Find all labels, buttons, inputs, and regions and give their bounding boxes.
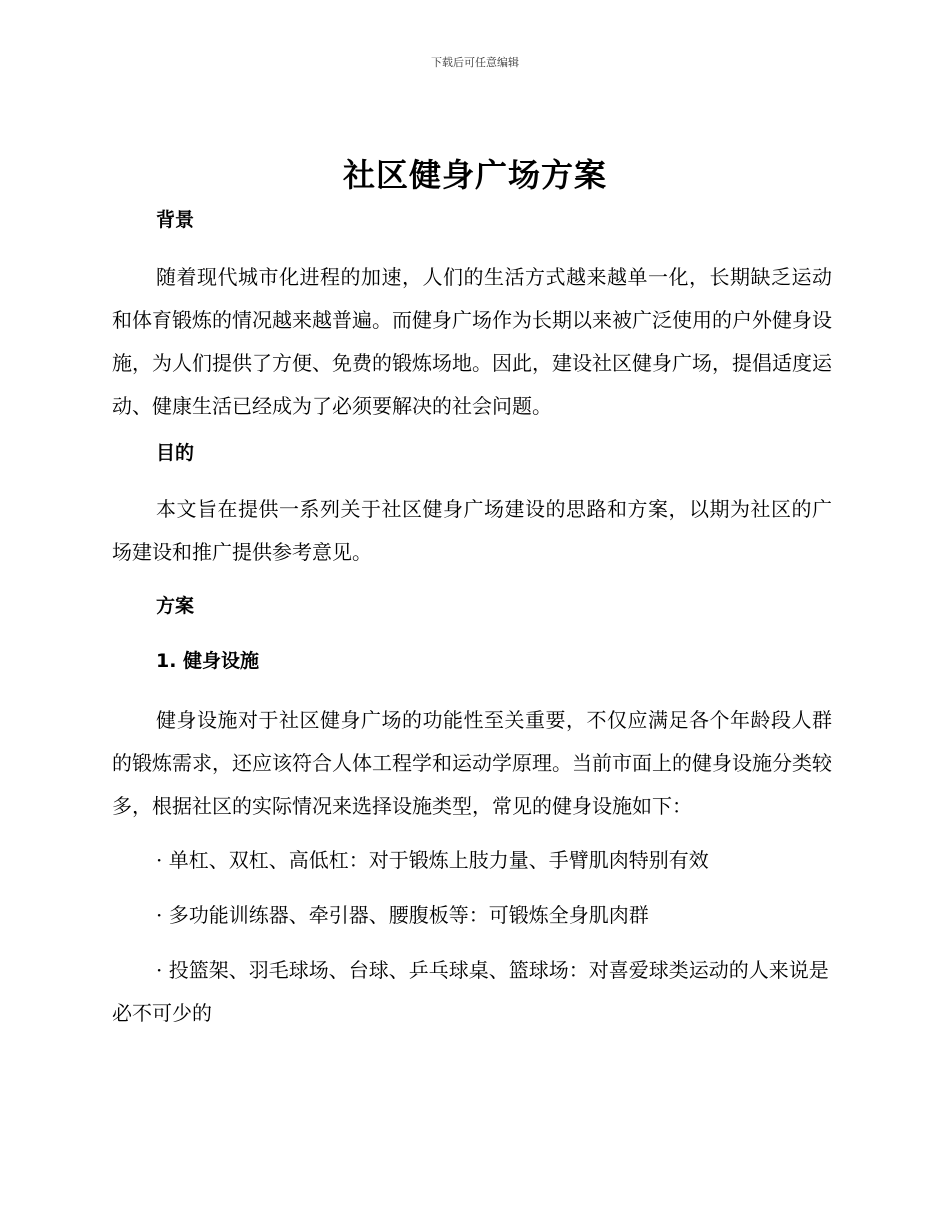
document-body — [112, 200, 832, 1035]
paragraph-background: 随着现代城市化进程的加速，人们的生活方式越来越单一化，长期缺乏运动和体育锻炼的情况越来越普遍。而健身广场作为长期以来被广泛使用的户外健身设施，为人们提供了方便、免费的锻炼场地。因此，建设社区健身广场，提倡适度运动、健康生活已经成为了必须要解决的社会问题。 — [112, 265, 832, 418]
list-item: · 投篮架、羽毛球场、台球、乒乓球桌、篮球场：对喜爱球类运动的人来说是必不可少的 — [112, 958, 829, 1025]
paragraph-purpose: 本文旨在提供一系列关于社区健身广场建设的思路和方案，以期为社区的广场建设和推广提供参考意见。 — [112, 497, 832, 564]
section-heading-purpose: 目的 — [156, 442, 195, 464]
subheading-fitness-facilities: 1. 健身设施 — [156, 650, 260, 672]
document-title: 社区健身广场方案 — [342, 156, 607, 194]
paragraph-facilities: 健身设施对于社区健身广场的功能性至关重要，不仅应满足各个年龄段人群的锻炼需求，还应该符合人体工程学和运动学原理。当前市面上的健身设施分类较多，根据社区的实际情况来选择设施类型，常见的健身设施如下： — [112, 708, 832, 818]
section-heading-background: 背景 — [156, 209, 195, 231]
list-item: · 单杠、双杠、高低杠：对于锻炼上肢力量、手臂肌肉特别有效 — [156, 848, 709, 872]
list-item: · 多功能训练器、牵引器、腰腹板等：可锻炼全身肌肉群 — [156, 903, 649, 927]
section-heading-plan: 方案 — [156, 595, 195, 617]
page-header-note: 下载后可任意编辑 — [431, 56, 519, 69]
